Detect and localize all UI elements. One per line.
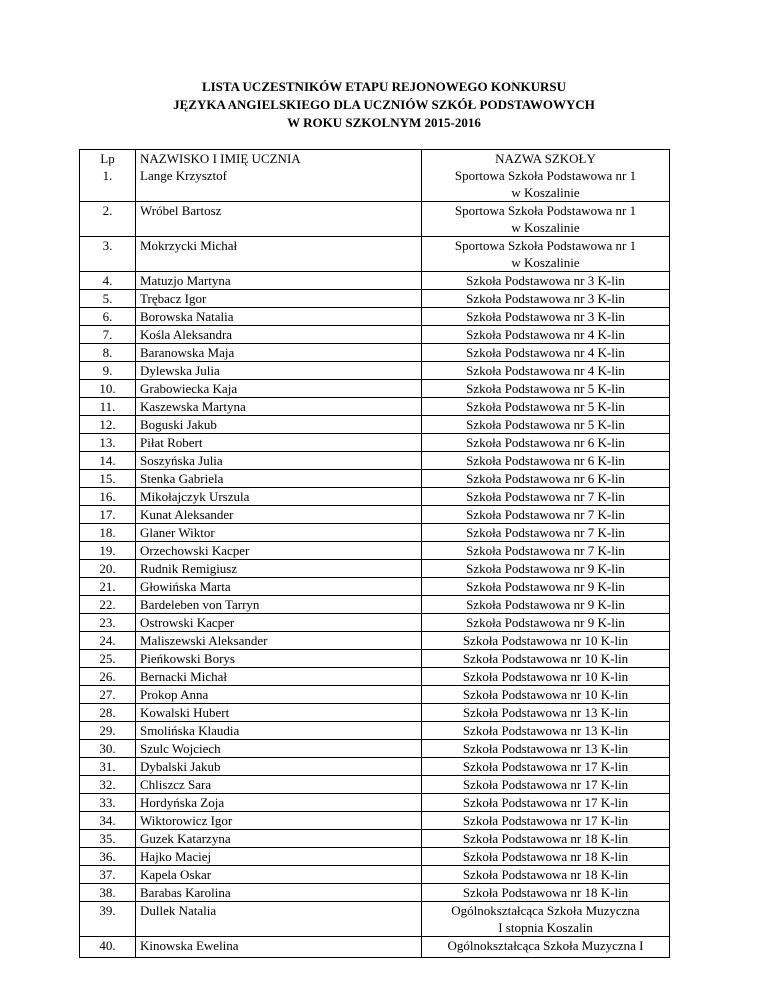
name-header: NAZWISKO I IMIĘ UCZNIA [140, 151, 301, 166]
student-name-cell: Ostrowski Kacper [136, 614, 422, 632]
lp-cell: 28. [80, 704, 136, 722]
school-name-line: Szkoła Podstawowa nr 18 K-lin [462, 885, 629, 900]
table-row [80, 722, 670, 740]
school-name-cell [422, 362, 670, 380]
school-name-cell [422, 884, 670, 902]
student-name-cell: Orzechowski Kacper [136, 542, 422, 560]
school-name-cell [422, 308, 670, 326]
school-name-line: Szkoła Podstawowa nr 18 K-lin [462, 831, 629, 846]
school-name-cell [422, 704, 670, 722]
school-name-cell [422, 542, 670, 560]
lp-cell: 10. [80, 380, 136, 398]
school-name-cell [422, 380, 670, 398]
lp-cell: 39. [80, 902, 136, 937]
table-row [80, 812, 670, 830]
table-row [80, 668, 670, 686]
student-name-cell: Mikołajczyk Urszula [136, 488, 422, 506]
student-name-cell: Bardeleben von Tarryn [136, 596, 422, 614]
school-name-line: Szkoła Podstawowa nr 13 K-lin [462, 741, 629, 756]
student-name-cell: Boguski Jakub [136, 416, 422, 434]
table-row [80, 614, 670, 632]
school-name-cell [422, 524, 670, 542]
lp-cell: 35. [80, 830, 136, 848]
lp-cell: 37. [80, 866, 136, 884]
school-name-line: Szkoła Podstawowa nr 18 K-lin [462, 867, 629, 882]
lp-cell: 11. [80, 398, 136, 416]
lp-cell: 31. [80, 758, 136, 776]
student-name-cell: Kunat Aleksander [136, 506, 422, 524]
student-name-cell: Wiktorowicz Igor [136, 812, 422, 830]
school-name-line: I stopnia Koszalin [498, 920, 593, 935]
student-name-cell: Szulc Wojciech [136, 740, 422, 758]
title-line-2: JĘZYKA ANGIELSKIEGO DLA UCZNIÓW SZKÓŁ PODSTAWOWYCH [173, 97, 595, 112]
table-row [80, 237, 670, 272]
lp-cell: 29. [80, 722, 136, 740]
school-name-cell [422, 488, 670, 506]
school-name-cell [422, 937, 670, 958]
student-name-cell: Dybalski Jakub [136, 758, 422, 776]
table-row [80, 632, 670, 650]
school-name-line: Szkoła Podstawowa nr 9 K-lin [466, 597, 625, 612]
school-name-line: Sportowa Szkoła Podstawowa nr 1 [454, 238, 637, 253]
table-row [80, 884, 670, 902]
school-name-cell [422, 578, 670, 596]
lp-cell: 38. [80, 884, 136, 902]
student-name-cell: Rudnik Remigiusz [136, 560, 422, 578]
name-value: Lange Krzysztof [140, 168, 227, 183]
lp-cell: 34. [80, 812, 136, 830]
school-name-line: Szkoła Podstawowa nr 5 K-lin [466, 381, 625, 396]
school-name-cell [422, 452, 670, 470]
student-name-cell: Grabowiecka Kaja [136, 380, 422, 398]
participants-table-body [80, 150, 670, 958]
school-name-cell [422, 632, 670, 650]
lp-cell [80, 150, 136, 202]
lp-cell: 3. [80, 237, 136, 272]
participants-table [79, 149, 670, 958]
lp-cell: 7. [80, 326, 136, 344]
school-name-cell [422, 398, 670, 416]
lp-cell: 26. [80, 668, 136, 686]
lp-cell: 14. [80, 452, 136, 470]
school-name-cell [422, 740, 670, 758]
school-name-line: Szkoła Podstawowa nr 7 K-lin [466, 507, 625, 522]
table-row [80, 848, 670, 866]
school-name-line: Szkoła Podstawowa nr 10 K-lin [462, 651, 629, 666]
lp-cell: 17. [80, 506, 136, 524]
student-name-cell: Wróbel Bartosz [136, 202, 422, 237]
school-value-line-1: Sportowa Szkoła Podstawowa nr 1 [454, 168, 637, 183]
table-row [80, 290, 670, 308]
lp-cell: 24. [80, 632, 136, 650]
school-name-cell [422, 470, 670, 488]
lp-cell: 13. [80, 434, 136, 452]
school-name-cell [422, 668, 670, 686]
table-row [80, 937, 670, 958]
school-name-cell [422, 237, 670, 272]
lp-value: 1. [102, 168, 113, 183]
table-row [80, 272, 670, 290]
school-name-line: Szkoła Podstawowa nr 4 K-lin [466, 327, 625, 342]
student-name-cell: Bernacki Michał [136, 668, 422, 686]
school-name-cell [422, 794, 670, 812]
table-row [80, 434, 670, 452]
school-name-cell [422, 344, 670, 362]
student-name-cell: Kinowska Ewelina [136, 937, 422, 958]
school-name-cell [422, 416, 670, 434]
table-row [80, 398, 670, 416]
student-name-cell: Smolińska Klaudia [136, 722, 422, 740]
table-row [80, 380, 670, 398]
table-row [80, 524, 670, 542]
school-name-line: Szkoła Podstawowa nr 13 K-lin [462, 723, 629, 738]
school-name-cell [422, 202, 670, 237]
student-name-cell: Stenka Gabriela [136, 470, 422, 488]
first-row [80, 150, 670, 202]
school-name-line: Szkoła Podstawowa nr 6 K-lin [466, 453, 625, 468]
student-name-cell: Chliszcz Sara [136, 776, 422, 794]
school-name-cell [422, 830, 670, 848]
school-name-cell [422, 596, 670, 614]
student-name-cell: Soszyńska Julia [136, 452, 422, 470]
lp-cell: 32. [80, 776, 136, 794]
lp-cell: 22. [80, 596, 136, 614]
student-name-cell: Mokrzycki Michał [136, 237, 422, 272]
table-row [80, 344, 670, 362]
lp-cell: 21. [80, 578, 136, 596]
school-name-line: w Koszalinie [511, 220, 580, 235]
school-name-line: Szkoła Podstawowa nr 17 K-lin [462, 795, 629, 810]
lp-cell: 4. [80, 272, 136, 290]
school-name-cell [422, 848, 670, 866]
student-name-cell: Kowalski Hubert [136, 704, 422, 722]
school-name-line: Szkoła Podstawowa nr 7 K-lin [466, 489, 625, 504]
school-name-line: Szkoła Podstawowa nr 5 K-lin [466, 399, 625, 414]
school-name-cell [422, 902, 670, 937]
table-row [80, 596, 670, 614]
lp-cell: 25. [80, 650, 136, 668]
table-row [80, 506, 670, 524]
school-name-line: Szkoła Podstawowa nr 4 K-lin [466, 363, 625, 378]
school-name-line: Szkoła Podstawowa nr 17 K-lin [462, 759, 629, 774]
lp-cell: 27. [80, 686, 136, 704]
student-name-cell: Piłat Robert [136, 434, 422, 452]
table-row [80, 488, 670, 506]
school-name-line: Szkoła Podstawowa nr 4 K-lin [466, 345, 625, 360]
school-name-line: Sportowa Szkoła Podstawowa nr 1 [454, 203, 637, 218]
school-name-line: Ogólnokształcąca Szkoła Muzyczna [451, 903, 640, 918]
table-row [80, 416, 670, 434]
lp-cell: 40. [80, 937, 136, 958]
school-name-cell [422, 812, 670, 830]
table-row [80, 202, 670, 237]
title-line-1: LISTA UCZESTNIKÓW ETAPU REJONOWEGO KONKURSU [201, 79, 567, 94]
lp-cell: 36. [80, 848, 136, 866]
table-row [80, 758, 670, 776]
table-row [80, 452, 670, 470]
student-name-cell: Baranowska Maja [136, 344, 422, 362]
school-name-cell [422, 272, 670, 290]
table-row [80, 830, 670, 848]
school-name-line: Szkoła Podstawowa nr 13 K-lin [462, 705, 629, 720]
table-row [80, 308, 670, 326]
student-name-cell: Hajko Maciej [136, 848, 422, 866]
lp-cell: 12. [80, 416, 136, 434]
school-name-cell [422, 758, 670, 776]
school-name-cell [422, 560, 670, 578]
student-name-cell: Głowińska Marta [136, 578, 422, 596]
school-value-line-2: w Koszalinie [511, 185, 580, 200]
student-name-cell: Hordyńska Zoja [136, 794, 422, 812]
school-name-line: Szkoła Podstawowa nr 10 K-lin [462, 633, 629, 648]
school-name-line: Ogólnokształcąca Szkoła Muzyczna I [447, 938, 644, 953]
school-name-line: Szkoła Podstawowa nr 17 K-lin [462, 813, 629, 828]
school-name-line: Szkoła Podstawowa nr 3 K-lin [466, 273, 625, 288]
school-name-line: Szkoła Podstawowa nr 9 K-lin [466, 615, 625, 630]
table-row [80, 542, 670, 560]
school-name-cell [422, 776, 670, 794]
table-row [80, 470, 670, 488]
lp-cell: 30. [80, 740, 136, 758]
lp-cell: 20. [80, 560, 136, 578]
school-name-line: Szkoła Podstawowa nr 10 K-lin [462, 687, 629, 702]
table-row [80, 560, 670, 578]
lp-cell: 23. [80, 614, 136, 632]
school-name-line: Szkoła Podstawowa nr 9 K-lin [466, 561, 625, 576]
student-name-cell: Glaner Wiktor [136, 524, 422, 542]
student-name-cell: Dullek Natalia [136, 902, 422, 937]
school-name-cell [422, 650, 670, 668]
student-name-cell: Dylewska Julia [136, 362, 422, 380]
school-name-cell [422, 686, 670, 704]
school-name-line: Szkoła Podstawowa nr 7 K-lin [466, 525, 625, 540]
school-name-cell [422, 434, 670, 452]
school-name-line: Szkoła Podstawowa nr 9 K-lin [466, 579, 625, 594]
student-name-cell: Kapela Oskar [136, 866, 422, 884]
school-name-line: Szkoła Podstawowa nr 3 K-lin [466, 291, 625, 306]
lp-cell: 9. [80, 362, 136, 380]
table-row [80, 866, 670, 884]
table-row [80, 740, 670, 758]
student-name-cell: Guzek Katarzyna [136, 830, 422, 848]
school-name-line: Szkoła Podstawowa nr 6 K-lin [466, 435, 625, 450]
school-name-line: Szkoła Podstawowa nr 10 K-lin [462, 669, 629, 684]
student-name-cell: Kośla Aleksandra [136, 326, 422, 344]
lp-cell: 2. [80, 202, 136, 237]
student-name-cell: Matuzjo Martyna [136, 272, 422, 290]
lp-cell: 33. [80, 794, 136, 812]
title-line-3: W ROKU SZKOLNYM 2015-2016 [287, 115, 481, 130]
school-cell [422, 150, 670, 202]
lp-cell: 5. [80, 290, 136, 308]
student-name-cell: Maliszewski Aleksander [136, 632, 422, 650]
school-name-line: Szkoła Podstawowa nr 18 K-lin [462, 849, 629, 864]
table-row [80, 362, 670, 380]
school-name-line: Szkoła Podstawowa nr 6 K-lin [466, 471, 625, 486]
student-name-cell: Prokop Anna [136, 686, 422, 704]
school-name-line: Szkoła Podstawowa nr 3 K-lin [466, 309, 625, 324]
school-name-cell [422, 614, 670, 632]
table-row [80, 776, 670, 794]
table-row [80, 578, 670, 596]
school-name-line: Szkoła Podstawowa nr 5 K-lin [466, 417, 625, 432]
student-name-cell: Pieńkowski Borys [136, 650, 422, 668]
table-row [80, 794, 670, 812]
student-name-cell: Trębacz Igor [136, 290, 422, 308]
lp-cell: 18. [80, 524, 136, 542]
lp-cell: 16. [80, 488, 136, 506]
lp-cell: 15. [80, 470, 136, 488]
school-name-cell [422, 326, 670, 344]
table-row [80, 902, 670, 937]
student-name-cell: Kaszewska Martyna [136, 398, 422, 416]
lp-cell: 19. [80, 542, 136, 560]
student-name-cell: Barabas Karolina [136, 884, 422, 902]
student-name-cell: Borowska Natalia [136, 308, 422, 326]
school-name-cell [422, 722, 670, 740]
lp-cell: 6. [80, 308, 136, 326]
table-row [80, 326, 670, 344]
table-row [80, 704, 670, 722]
table-row [80, 686, 670, 704]
table-row [80, 650, 670, 668]
school-name-line: Szkoła Podstawowa nr 7 K-lin [466, 543, 625, 558]
school-name-cell [422, 290, 670, 308]
lp-cell: 8. [80, 344, 136, 362]
school-name-cell [422, 866, 670, 884]
school-name-line: Szkoła Podstawowa nr 17 K-lin [462, 777, 629, 792]
school-name-cell [422, 506, 670, 524]
school-header: NAZWA SZKOŁY [495, 151, 596, 166]
document-title [0, 78, 768, 132]
school-name-line: w Koszalinie [511, 255, 580, 270]
name-cell [136, 150, 422, 202]
lp-header: Lp [100, 151, 115, 166]
